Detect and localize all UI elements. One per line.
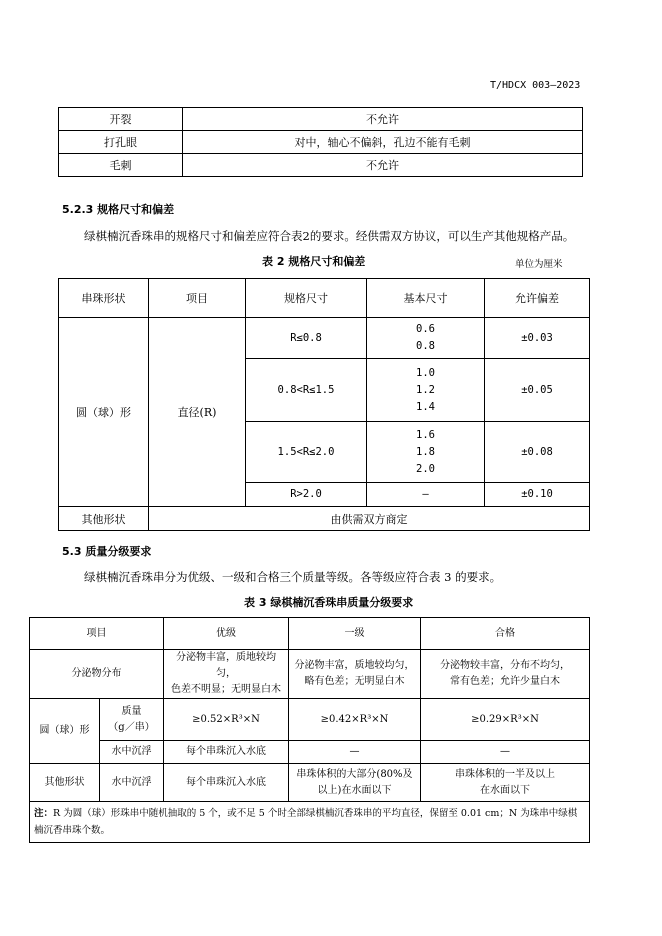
table3-caption: 表 3 绿棋楠沉香珠串质量分级要求 bbox=[244, 596, 414, 609]
secretion-label-cell: 分泌物分布 bbox=[30, 650, 164, 699]
cell-line: 色差不明显；无明显白木 bbox=[171, 684, 281, 695]
table2-unit: 单位为厘米 bbox=[515, 259, 563, 270]
shape-round-cell: 圆（球）形 bbox=[59, 318, 149, 507]
tolerance-cell: ±0.03 bbox=[485, 318, 590, 359]
table-header-row bbox=[59, 279, 590, 318]
table-row bbox=[59, 318, 590, 359]
note-label: 注： bbox=[34, 808, 54, 819]
other-label-cell: 其他形状 bbox=[30, 764, 100, 802]
table-row bbox=[59, 507, 590, 531]
header-cell: 项目 bbox=[149, 279, 246, 318]
basic-size-value: 0.6 bbox=[416, 323, 435, 335]
table2-caption: 表 2 规格尺寸和偏差 bbox=[262, 255, 366, 268]
header-cell: 允许偏差 bbox=[485, 279, 590, 318]
header-cell: 合格 bbox=[421, 618, 590, 650]
section-heading-523: 5.2.3 规格尺寸和偏差 bbox=[62, 203, 175, 216]
document-code: T/HDCX 003—2023 bbox=[490, 80, 581, 91]
sink-qualified-cell: — bbox=[421, 741, 590, 764]
header-cell: 项目 bbox=[30, 618, 164, 650]
note-text: R 为圆（球）形珠串中随机抽取的 5 个，或不足 5 个时全部绿棋楠沉香珠串的平均直径，保留至 0.01 cm；N 为珠串中绿棋楠沉香串珠个数。 bbox=[34, 808, 578, 836]
spec-cell: R>2.0 bbox=[246, 483, 367, 507]
cell-line: 串珠体积的大部分(80%及 bbox=[296, 768, 413, 780]
requirement-cell: 对中，轴心不偏斜，孔边不能有毛刺 bbox=[183, 131, 583, 154]
secretion-excellent-cell bbox=[164, 650, 289, 699]
item-cell: 开裂 bbox=[59, 108, 183, 131]
sink-other-excellent-cell: 每个串珠沉入水底 bbox=[164, 764, 289, 802]
basic-size-value: 0.8 bbox=[416, 340, 435, 352]
basic-size-value: 1.2 bbox=[416, 383, 435, 396]
header-cell: 基本尺寸 bbox=[367, 279, 485, 318]
header-cell: 串珠形状 bbox=[59, 279, 149, 318]
item-cell: 毛刺 bbox=[59, 154, 183, 177]
cell-line: （g／串） bbox=[108, 721, 155, 733]
cell-line: 略有色差；无明显白木 bbox=[304, 676, 405, 687]
basic-size-value: 1.6 bbox=[416, 428, 435, 441]
tolerance-cell: ±0.05 bbox=[485, 359, 590, 422]
cell-line: 分泌物丰富，质地较均匀， bbox=[176, 652, 276, 679]
section-heading-53: 5.3 质量分级要求 bbox=[62, 545, 152, 558]
cell-line: 分泌物丰富，质地较均匀， bbox=[294, 660, 415, 671]
mass-excellent-cell: ≥0.52×R³×N bbox=[164, 699, 289, 741]
sink-first-cell: — bbox=[289, 741, 421, 764]
cell-line: 串珠体积的一半及以上 bbox=[455, 768, 555, 780]
sink-other-label-cell: 水中沉浮 bbox=[100, 764, 164, 802]
table-header-row bbox=[30, 618, 590, 650]
basic-size-value: 1.4 bbox=[416, 400, 435, 413]
secretion-first-cell bbox=[289, 650, 421, 699]
basic-size-cell bbox=[367, 318, 485, 359]
table2 bbox=[58, 278, 590, 531]
sink-label-cell: 水中沉浮 bbox=[100, 741, 164, 764]
sink-other-qualified-cell bbox=[421, 764, 590, 802]
cell-line: 常有色差；允许少量白木 bbox=[450, 676, 560, 687]
header-cell: 优级 bbox=[164, 618, 289, 650]
tolerance-cell: ±0.08 bbox=[485, 422, 590, 483]
item-diameter-cell: 直径(R) bbox=[149, 318, 246, 507]
section-paragraph-523: 绿棋楠沉香珠串的规格尺寸和偏差应符合表2的要求。经供需双方协议，可以生产其他规格产品。 bbox=[84, 229, 575, 243]
item-cell: 打孔眼 bbox=[59, 131, 183, 154]
table-row bbox=[59, 154, 583, 177]
table-row bbox=[30, 764, 590, 802]
cell-line: 以上)在水面以下 bbox=[317, 784, 392, 796]
spec-cell: R≤0.8 bbox=[246, 318, 367, 359]
table-row bbox=[30, 650, 590, 699]
note-cell bbox=[30, 802, 590, 843]
spec-cell: 1.5<R≤2.0 bbox=[246, 422, 367, 483]
basic-size-cell bbox=[367, 422, 485, 483]
basic-size-cell: — bbox=[367, 483, 485, 507]
requirement-cell: 不允许 bbox=[183, 108, 583, 131]
table-row bbox=[30, 699, 590, 741]
basic-size-cell bbox=[367, 359, 485, 422]
cell-line: 分泌物较丰富，分布不均匀， bbox=[440, 660, 570, 671]
section-paragraph-53: 绿棋楠沉香珠串分为优级、一级和合格三个质量等级。各等级应符合表 3 的要求。 bbox=[84, 570, 502, 584]
basic-size-value: 2.0 bbox=[416, 462, 435, 475]
basic-size-value: 1.0 bbox=[416, 366, 435, 379]
shape-other-cell: 其他形状 bbox=[59, 507, 149, 531]
basic-size-value: 1.8 bbox=[416, 445, 435, 458]
secretion-qualified-cell bbox=[421, 650, 590, 699]
table-row bbox=[59, 108, 583, 131]
table3 bbox=[29, 617, 590, 843]
mass-qualified-cell: ≥0.29×R³×N bbox=[421, 699, 590, 741]
sink-other-first-cell bbox=[289, 764, 421, 802]
table-row bbox=[30, 741, 590, 764]
cell-line: 在水面以下 bbox=[480, 784, 530, 796]
round-label-cell: 圆（球）形 bbox=[30, 699, 100, 764]
mass-label-cell bbox=[100, 699, 164, 741]
requirement-cell: 不允许 bbox=[183, 154, 583, 177]
other-value-cell: 由供需双方商定 bbox=[149, 507, 590, 531]
cell-line: 质量 bbox=[121, 705, 142, 717]
spec-cell: 0.8<R≤1.5 bbox=[246, 359, 367, 422]
header-cell: 规格尺寸 bbox=[246, 279, 367, 318]
tolerance-cell: ±0.10 bbox=[485, 483, 590, 507]
table-top bbox=[58, 107, 583, 177]
sink-excellent-cell: 每个串珠沉入水底 bbox=[164, 741, 289, 764]
header-cell: 一级 bbox=[289, 618, 421, 650]
table-row bbox=[59, 131, 583, 154]
table-note-row bbox=[30, 802, 590, 843]
mass-first-cell: ≥0.42×R³×N bbox=[289, 699, 421, 741]
